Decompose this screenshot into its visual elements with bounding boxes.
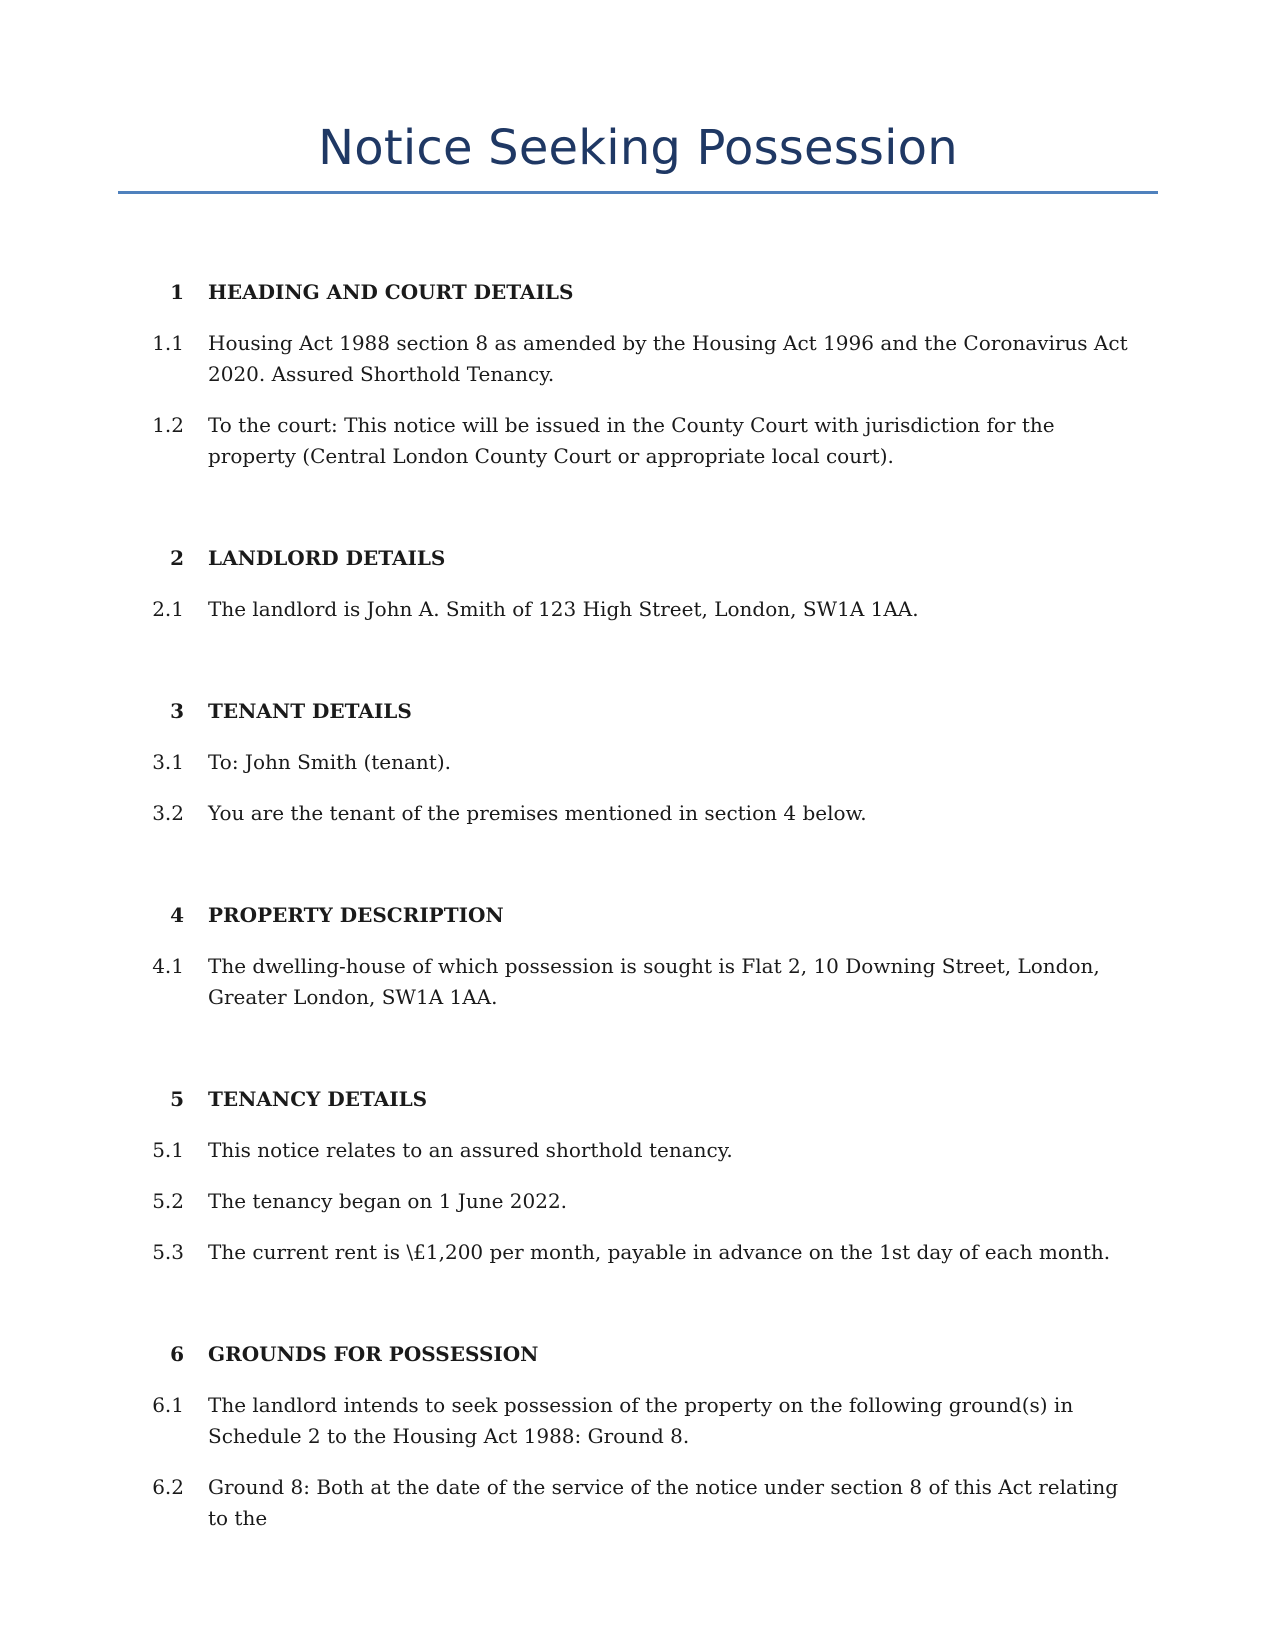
clause-number: 5.2: [152, 1189, 184, 1213]
clause-text: Housing Act 1988 section 8 as amended by the Housing Act 1996 and the Coronavirus Act 2020. Assured Shorthold Tenancy.: [208, 331, 1128, 386]
clause-number: 1.2: [152, 413, 184, 437]
section-number: 3: [170, 699, 184, 723]
section-number: 6: [170, 1342, 184, 1366]
section-heading: [0, 1083, 1275, 1115]
section-heading: [0, 695, 1275, 727]
section-heading: [0, 1338, 1275, 1370]
clause: [0, 328, 1275, 390]
clause-text: The landlord intends to seek possession of the property on the following ground(s) in Schedule 2 to the Housing Act 1988: Ground 8.: [208, 1393, 1074, 1448]
clause: [0, 747, 1275, 778]
section-5: [0, 1083, 1275, 1268]
clause: [0, 1237, 1275, 1268]
clause-number: 1.1: [152, 331, 184, 355]
clause-text: The dwelling-house of which possession is sought is Flat 2, 10 Downing Street, London, Greater London, SW1A 1AA.: [208, 954, 1100, 1009]
clause-text: The landlord is John A. Smith of 123 High Street, London, SW1A 1AA.: [208, 597, 919, 621]
section-1: [0, 276, 1275, 472]
clause-text: You are the tenant of the premises mentioned in section 4 below.: [208, 801, 867, 825]
section-3: [0, 695, 1275, 829]
clause: [0, 1390, 1275, 1452]
section-title: PROPERTY DESCRIPTION: [208, 903, 504, 927]
clause-number: 5.3: [152, 1240, 184, 1264]
title-underline: [118, 191, 1158, 194]
clause-number: 2.1: [152, 597, 184, 621]
section-number: 2: [170, 546, 184, 570]
clause-text: The tenancy began on 1 June 2022.: [208, 1189, 568, 1213]
clause-text: The current rent is \£1,200 per month, payable in advance on the 1st day of each month.: [208, 1240, 1111, 1264]
clause-number: 4.1: [152, 954, 184, 978]
section-spacer: [0, 492, 1275, 542]
clause-number: 6.2: [152, 1475, 184, 1499]
clause: [0, 1472, 1275, 1534]
section-heading: [0, 542, 1275, 574]
clause: [0, 1186, 1275, 1217]
clause: [0, 1135, 1275, 1166]
clause-text: This notice relates to an assured shorthold tenancy.: [208, 1138, 733, 1162]
document-body: [0, 276, 1275, 1554]
clause-number: 6.1: [152, 1393, 184, 1417]
section-spacer: [0, 1288, 1275, 1338]
section-title: TENANCY DETAILS: [208, 1087, 428, 1111]
clause-text: To: John Smith (tenant).: [208, 750, 451, 774]
section-title: LANDLORD DETAILS: [208, 546, 446, 570]
clause-number: 3.1: [152, 750, 184, 774]
clause: [0, 951, 1275, 1013]
clause: [0, 410, 1275, 472]
section-spacer: [0, 849, 1275, 899]
section-heading: [0, 276, 1275, 308]
clause-text: Ground 8: Both at the date of the service of the notice under section 8 of this Act relating to the: [208, 1475, 1119, 1530]
section-6: [0, 1338, 1275, 1534]
section-title: HEADING AND COURT DETAILS: [208, 280, 574, 304]
clause-number: 3.2: [152, 801, 184, 825]
section-title: TENANT DETAILS: [208, 699, 412, 723]
section-4: [0, 899, 1275, 1013]
section-number: 4: [170, 903, 184, 927]
clause-text: To the court: This notice will be issued in the County Court with jurisdiction for the property (Central London County Court or appropriate local court).: [208, 413, 1055, 468]
document-title: Notice Seeking Possession: [318, 120, 958, 176]
section-spacer: [0, 645, 1275, 695]
section-2: [0, 542, 1275, 625]
clause: [0, 798, 1275, 829]
section-number: 5: [170, 1087, 184, 1111]
section-spacer: [0, 1033, 1275, 1083]
clause-number: 5.1: [152, 1138, 184, 1162]
section-title: GROUNDS FOR POSSESSION: [208, 1342, 539, 1366]
section-number: 1: [170, 280, 184, 304]
section-heading: [0, 899, 1275, 931]
clause: [0, 594, 1275, 625]
